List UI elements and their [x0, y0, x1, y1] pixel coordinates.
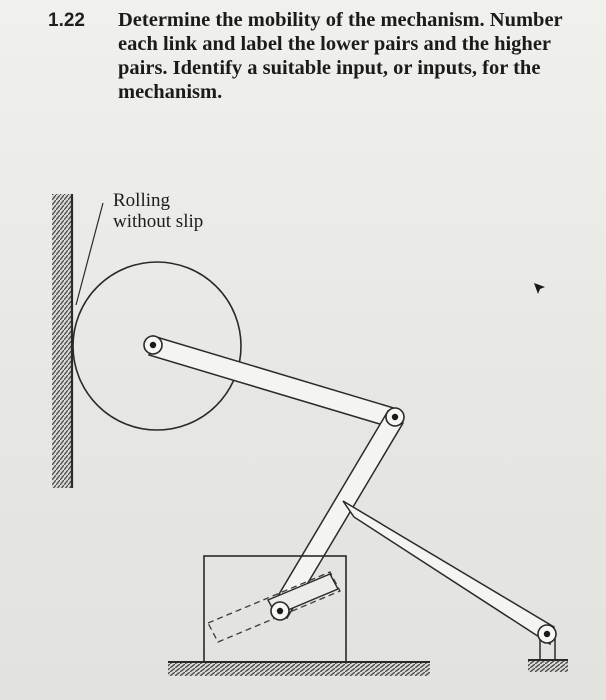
problem-line: pairs. Identify a suitable input, or inputs, for the	[118, 57, 541, 79]
pin-right-ground	[538, 625, 556, 643]
problem-number: 1.22	[48, 10, 85, 31]
pin-slider	[271, 602, 289, 620]
pin-disk-center	[144, 336, 162, 354]
label-leader-line	[76, 203, 103, 305]
upper-link	[149, 336, 397, 428]
label-line: without slip	[113, 211, 204, 232]
problem-line: each link and label the lower pairs and the higher	[118, 33, 552, 55]
problem-line: Determine the mobility of the mechanism. Number	[118, 9, 563, 31]
cursor-arrow-icon	[534, 283, 545, 294]
pin-upper-right	[386, 408, 404, 426]
branch-link	[343, 501, 554, 644]
label-line: Rolling	[113, 190, 171, 211]
left-wall-ground	[52, 194, 72, 488]
bottom-ground	[168, 662, 430, 676]
problem-line: mechanism.	[118, 81, 223, 103]
